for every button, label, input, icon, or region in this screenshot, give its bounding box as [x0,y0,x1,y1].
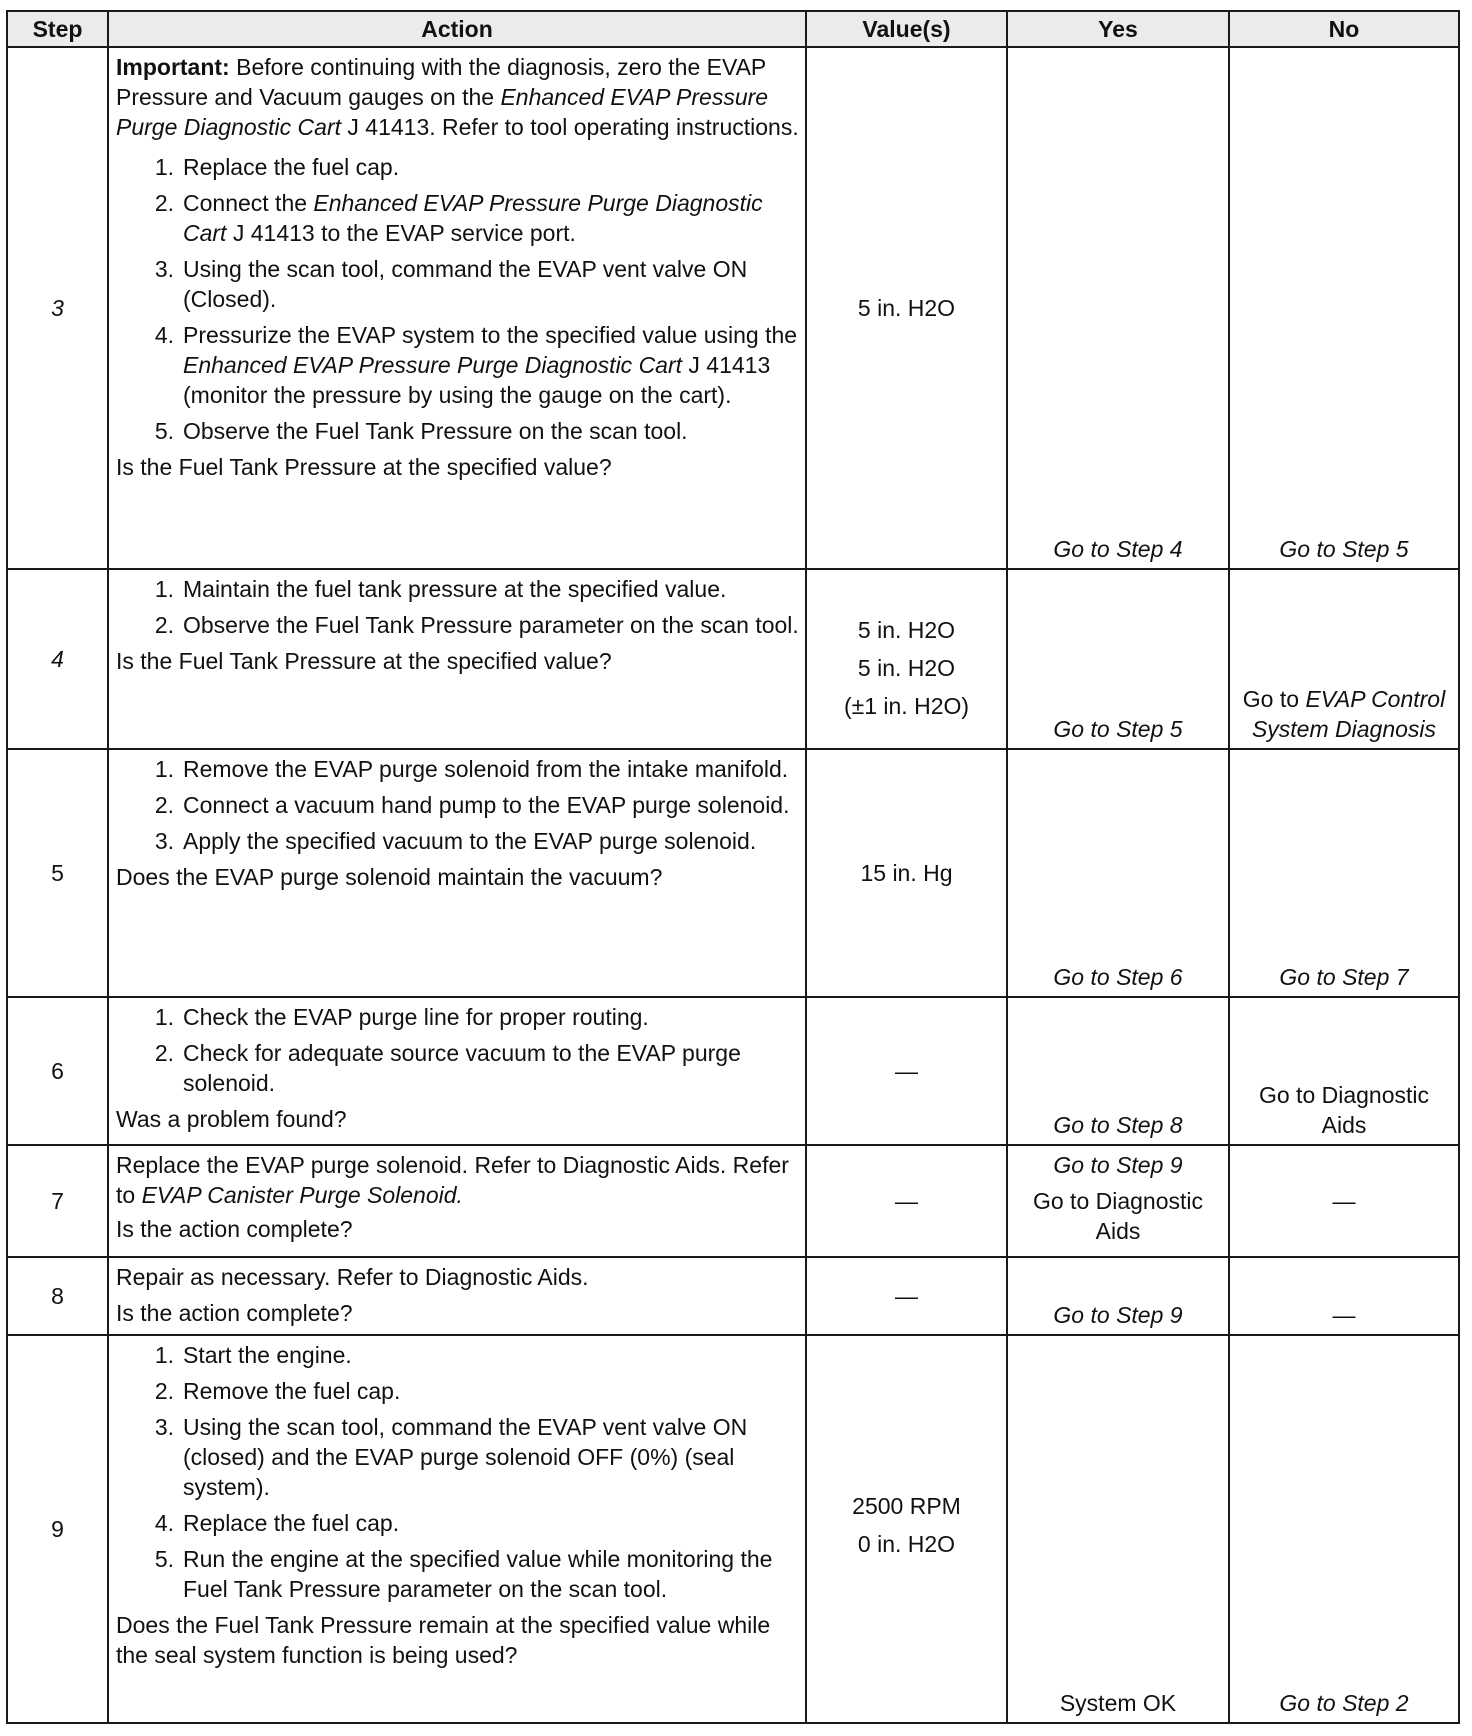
yes-cell [1007,1145,1229,1257]
step-number: 7 [7,1145,108,1257]
no-cell: Go to Diagnostic Aids [1229,997,1459,1145]
question: Does the EVAP purge solenoid maintain the vacuum? [116,864,663,890]
action-text: Replace the EVAP purge solenoid. Refer to Diagnostic Aids. Refer to EVAP Canister Purge Solenoid. [116,1152,789,1208]
no-cell: Go to Step 7 [1229,749,1459,997]
list-item: 3. Using the scan tool, command the EVAP vent valve ON (Closed). [154,256,748,312]
step-number: 5 [7,749,108,997]
action-cell [108,997,806,1145]
list-item: 1. Replace the fuel cap. [154,154,400,180]
dash: — [895,1058,918,1084]
action-list [116,754,799,856]
yes-cell: Go to Step 6 [1007,749,1229,997]
action-cell [108,749,806,997]
header-action: Action [108,11,806,47]
list-item: 5. Run the engine at the specified value while monitoring the Fuel Tank Pressure parameter on the scan tool. [154,1546,773,1602]
action-list [116,1002,799,1098]
no-cell: Go to Step 5 [1229,47,1459,569]
header-yes: Yes [1007,11,1229,47]
step-number: 6 [7,997,108,1145]
question: Is the Fuel Tank Pressure at the specified value? [116,648,612,674]
question: Does the Fuel Tank Pressure remain at the specified value while the seal system function is being used? [116,1612,771,1668]
important-label: Important: [116,54,230,80]
step-number: 4 [7,569,108,749]
dash: — [895,1283,918,1309]
step-number: 9 [7,1335,108,1723]
value-cell [806,1257,1007,1335]
yes-cell: System OK [1007,1335,1229,1723]
list-item: 2. Observe the Fuel Tank Pressure parameter on the scan tool. [154,612,799,638]
link-evap-control-system-diagnosis: EVAP Control System Diagnosis [1251,686,1446,742]
diagnostic-table-page [6,10,1458,1724]
action-cell [108,47,806,569]
value-cell [806,47,1007,569]
action-cell [108,1335,806,1723]
list-item: 5. Observe the Fuel Tank Pressure on the scan tool. [154,418,688,444]
no-cell: Go to EVAP Control System Diagnosis [1229,569,1459,749]
question: Is the action complete? [116,1300,353,1326]
step-number: 3 [7,47,108,569]
table-row-step-7 [7,1145,1459,1257]
important-note: Important: Before continuing with the diagnosis, zero the EVAP Pressure and Vacuum gauges on the Enhanced EVAP Pressure Purge Diagnostic Cart J 41413. Refer to tool operating instructions. [116,54,799,140]
diagnostic-table [6,10,1460,1724]
yes-cell: Go to Step 4 [1007,47,1229,569]
question: Is the action complete? [116,1216,353,1242]
value-text: 15 in. Hg [860,860,953,886]
header-no: No [1229,11,1459,47]
no-cell: Go to Step 2 [1229,1335,1459,1723]
no-cell [1229,1145,1459,1257]
action-list [116,152,799,446]
yes-cell: Go to Step 8 [1007,997,1229,1145]
yes-go-to-step-9: Go to Step 9 [1053,1152,1183,1178]
header-values: Value(s) [806,11,1007,47]
no-cell [1229,1257,1459,1335]
table-row-step-3 [7,47,1459,569]
yes-go-to-diagnostic-aids: Go to Diagnostic Aids [1032,1188,1204,1244]
list-item: 4. Pressurize the EVAP system to the specified value using the Enhanced EVAP Pressure Purge Diagnostic Cart J 41413 (monitor the pressure by using the gauge on the cart). [154,322,798,408]
action-text: Repair as necessary. Refer to Diagnostic Aids. [116,1264,589,1290]
value-text: 5 in. H2O [857,295,956,321]
value-text: 2500 RPM [852,1493,961,1519]
action-cell [108,569,806,749]
table-row-step-8 [7,1257,1459,1335]
yes-cell: Go to Step 5 [1007,569,1229,749]
list-item: 2. Connect a vacuum hand pump to the EVAP purge solenoid. [154,792,790,818]
value-text: 0 in. H2O [857,1531,956,1557]
value-text: 5 in. H2O [857,617,956,643]
value-cell [806,997,1007,1145]
table-row-step-9 [7,1335,1459,1723]
table-row-step-5 [7,749,1459,997]
value-text: (±1 in. H2O) [843,693,970,719]
list-item: 2. Connect the Enhanced EVAP Pressure Purge Diagnostic Cart J 41413 to the EVAP service port. [154,190,763,246]
list-item: 1. Remove the EVAP purge solenoid from the intake manifold. [154,756,789,782]
value-cell [806,749,1007,997]
value-cell [806,1145,1007,1257]
action-cell [108,1257,806,1335]
value-cell [806,569,1007,749]
yes-cell: Go to Step 9 [1007,1257,1229,1335]
value-cell [806,1335,1007,1723]
table-row-step-6 [7,997,1459,1145]
question: Is the Fuel Tank Pressure at the specified value? [116,454,612,480]
tool-name: Enhanced EVAP Pressure Purge Diagnostic Cart [116,84,769,140]
link-evap-canister-purge-solenoid: EVAP Canister Purge Solenoid. [141,1182,463,1208]
dash: — [1332,1188,1356,1214]
list-item: 1. Check the EVAP purge line for proper routing. [154,1004,649,1030]
list-item: 3. Apply the specified vacuum to the EVAP purge solenoid. [154,828,757,854]
question: Was a problem found? [116,1106,347,1132]
table-row-step-4 [7,569,1459,749]
list-item: 1. Maintain the fuel tank pressure at the specified value. [154,576,727,602]
header-step: Step [7,11,108,47]
list-item: 1. Start the engine. [154,1342,352,1368]
value-text: 5 in. H2O [857,655,956,681]
action-list [116,574,799,640]
header-row [7,11,1459,47]
step-number: 8 [7,1257,108,1335]
list-item: 3. Using the scan tool, command the EVAP vent valve ON (closed) and the EVAP purge solenoid OFF (0%) (seal system). [154,1414,748,1500]
action-list [116,1340,799,1604]
action-cell [108,1145,806,1257]
dash: — [1332,1302,1356,1328]
list-item: 2. Remove the fuel cap. [154,1378,401,1404]
list-item: 2. Check for adequate source vacuum to the EVAP purge solenoid. [154,1040,741,1096]
list-item: 4. Replace the fuel cap. [154,1510,400,1536]
dash: — [895,1188,918,1214]
